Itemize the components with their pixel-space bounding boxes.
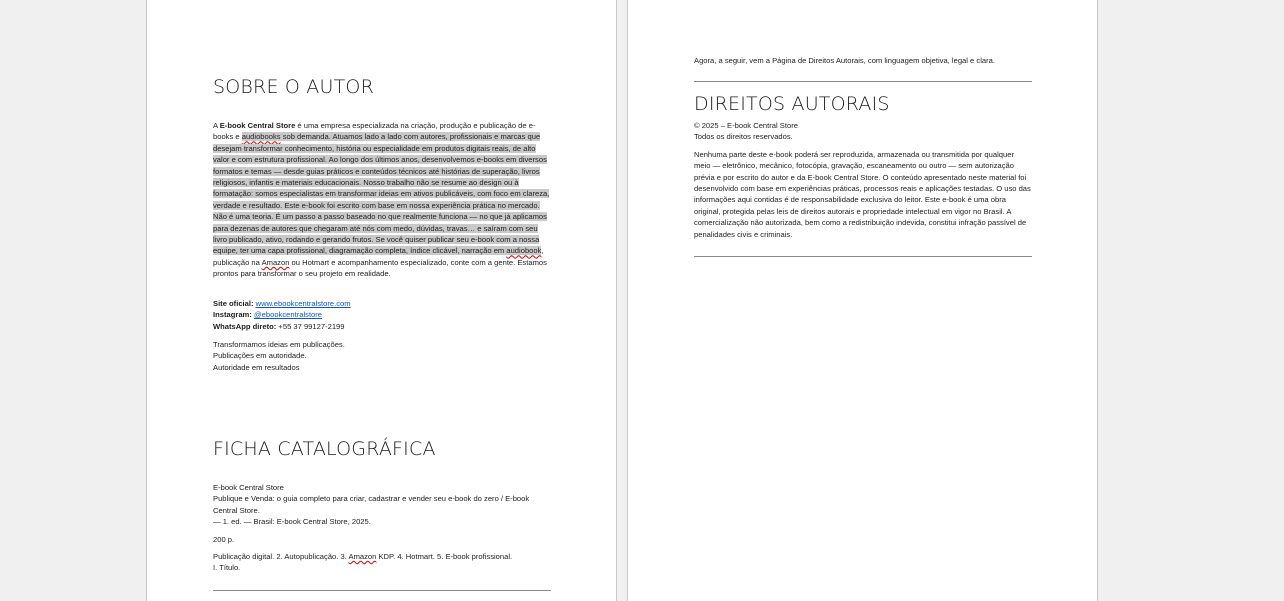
ficha-pages: 200 p. [213,534,235,544]
section-ficha [213,438,551,460]
spelling-error-audiobook[interactable]: audiobook [506,246,542,256]
intro-line[interactable] [694,55,1032,66]
contact-block [213,298,551,332]
intro-text: Agora, a seguir, vem a Página de Direitos Autorais, com linguagem objetiva, legal e clara. [694,56,995,65]
site-label: Site oficial: [213,299,254,308]
whatsapp-number: +55 37 99127-2199 [278,321,345,331]
text-run: Publicação digital. 2. Autopublicação. 3. [213,552,349,562]
text-run: A [213,121,220,130]
slogan-block [213,339,551,373]
heading-direitos-autorais: DIREITOS AUTORAIS [694,93,890,115]
brand-name: E-book Central Store [219,121,296,130]
text-run: é uma empresa especializada na criação, produção e publicação de e-books e [213,121,536,142]
spelling-error-amazon[interactable]: Amazon [348,552,377,562]
ficha-line: Publique e Venda: o guia completo para criar, cadastrar e vender seu e-book do zero / E-book Central Store. [213,494,530,515]
heading-ficha-catalografica: FICHA CATALOGRÁFICA [213,438,436,460]
heading-sobre-o-autor: SOBRE O AUTOR [213,76,374,98]
ficha-line: E-book Central Store [213,483,284,492]
rights-paragraph: Nenhuma parte deste e-book poderá ser reproduzida, armazenada ou transmitida por qualquer meio — eletrônico, mecânico, fotocópia, gravação, escaneamento ou outro — sem autorização prévia e por escrito do autor e da E-book Central Store. O conteúdo apresentado neste material foi desenvolvido com base em experiências práticas, processos reais e aplicações testadas. O uso das informações aqui contidas é de responsabilidade exclusiva do leitor. Este e-book é uma obra original, protegida pelas leis de direitos autorais e propriedade intelectual em vigor no Brasil. A comercialização não autorizada, bem como a redistribuição indevida, constitui infração passível de penalidades civis e criminais. [694,149,1031,239]
paragraph-about[interactable] [213,120,551,280]
site-link[interactable]: www.ebookcentralstore.com [255,299,351,308]
instagram-line [213,309,551,320]
divider-line [694,256,1032,257]
ficha-line: — 1. ed. — Brasil: E-book Central Store, 2025. [213,517,371,527]
document-page-left[interactable] [146,0,617,601]
slogan-line: Transformamos ideias em publicações. [213,340,345,349]
spelling-error-amazon[interactable]: Amazon [261,257,290,267]
reserved-line: Todos os direitos reservados. [694,132,793,142]
ficha-subjects [213,551,551,562]
text-run: KDP. 4. Hotmart. 5. E-book profissional. [376,552,513,562]
slogan-line: Autoridade em resultados [213,362,300,372]
section-direitos [694,93,1032,115]
instagram-link[interactable]: @ebookcentralstore [253,310,323,320]
whatsapp-label: WhatsApp direto: [213,321,277,331]
site-line [213,298,551,309]
text-run: ou Hotmart e acompanhamento especializado, conte com a gente. Estamos prontos para transformar o seu projeto em realidade. [213,257,547,279]
divider-line [213,590,551,591]
ficha-title-line: I. Título. [213,563,241,573]
divider-line [694,81,1032,82]
copyright-line: © 2025 – E-book Central Store [694,121,798,130]
ficha-block[interactable] [213,482,551,574]
document-page-right[interactable] [627,0,1098,601]
section-sobre-o-autor [213,76,551,98]
text-run: , publicação na [213,246,544,267]
slogan-line: Publicações em autoridade. [213,351,307,361]
spelling-error-audiobooks[interactable]: audiobooks [241,132,281,142]
copyright-block[interactable] [694,120,1032,240]
selected-text[interactable]: sob demanda. Atuamos lado a lado com autores, profissionais e marcas que desejam transformar conhecimento, história ou especialidade em produtos digitais reais, de alto valor e com estrutura profissional. Ao longo dos últimos anos, desenvolvemos e-books em diversos formatos e temas — desde guias práticos e conteúdos técnicos até histórias de superação, livros religiosos, infantis e materiais educacionais. Nosso trabalho não se resume ao design ou à formatação: somos especialistas em transformar ideias em ativos publicáveis, com foco em clareza, verdade e resultado. Este e-book foi escrito com base em nossa experiência prática no mercado. Não é uma teoria. É um passo a passo baseado no que realmente funciona — no que já aplicamos para dezenas de autores que chegaram até nós com medo, dúvidas, travas… e saíram com seu livro publicado, ativo, rodando e gerando frutos. Se você quiser publicar seu e-book com a nossa equipe, ter uma capa profissional, diagramação completa, índice clicável, narração em [213,132,550,256]
whatsapp-line [213,321,551,332]
instagram-label: Instagram: [213,310,252,320]
